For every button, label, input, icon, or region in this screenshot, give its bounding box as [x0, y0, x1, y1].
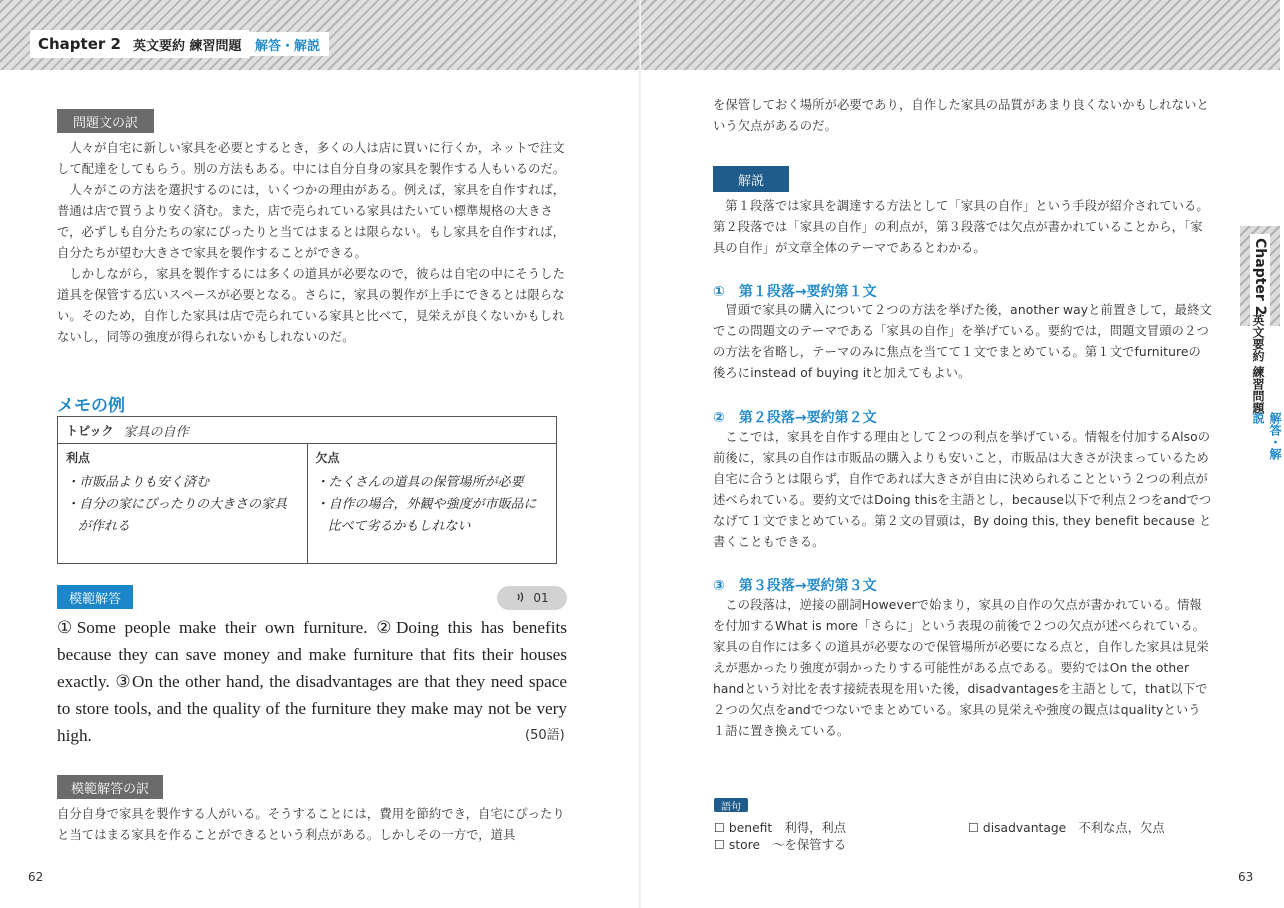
chapter-title: 英文要約 練習問題: [132, 38, 242, 54]
section-1-body: 冒頭で家具の購入について２つの方法を挙げた後，another wayと前置きして，最終文でこの問題文のテーマである「家具の自作」を挙げている。要約では，問題文冒頭の２つの方法を省略し，テーマのみに焦点を当てて１文でまとめている。第１文でfurnitureの後ろにinstead of buying itと加えてもよい。: [713, 303, 1212, 380]
memo-pro-item: ・自分の家にぴったりの大きさの家具が作れる: [66, 497, 288, 534]
section-3-body: この段落は，逆接の副詞Howeverで始まり，家具の自作の欠点が書かれている。情報を付加するWhat is more「さらに」という表現の前後で２つの欠点が述べられている。家具の自作には多くの道具が必要なので保管場所が必要になる点と，自作した家具は見栄えが悪かったり強度が弱かったりする可能性がある点である。要約ではOn the other handという対比を表す接続表現を用いた後，disadvantagesを主語として，that以下で２つの欠点をandでつないでまとめている。家具の見栄えや強度の観点はqualityという１語に置き換えている。: [713, 598, 1209, 738]
translation-text: [57, 138, 567, 348]
memo-topic-label: トピック: [66, 423, 114, 438]
side-tab-sub: 解答・解説: [1251, 412, 1282, 460]
word-count: (50語): [525, 728, 565, 743]
chapter-label: Chapter 2: [38, 35, 121, 53]
section-3-body-block: [713, 595, 1213, 742]
translation-label: 問題文の訳: [57, 109, 154, 133]
section-2-body-block: [713, 427, 1213, 553]
answer-tag: 解答・解説: [246, 32, 329, 56]
section-2-body: ここでは，家具を自作する理由として２つの利点を挙げている。情報を付加するAlsoの前後に，家具の自作は市販品の購入よりも安いこと，市販品は大きさが決まっているため自宅に合うとは限らず，自作であれば大きさが自由に決められることという２つの利点が述べられている。要約文ではDoing thisを主語とし，because以下で利点２つをandでつなげて１文でまとめている。第２文の冒頭は，By doing this, they benefit because と書くこともできる。: [713, 430, 1212, 549]
memo-heading: メモの例: [57, 396, 125, 416]
side-tab-chapter: Chapter 2: [1250, 234, 1270, 326]
memo-cons-column: [307, 444, 557, 564]
model-translation-text: 自分自身で家具を製作する人がいる。そうすることには，費用を節約でき，自宅にぴったりと当てはまる家具を作ることができるという利点がある。しかしその一方で，道具: [57, 807, 565, 842]
section-1-heading: ① 第１段落→要約第１文: [713, 284, 877, 300]
memo-pros-label: 利点: [66, 451, 91, 465]
section-2-heading: ② 第２段落→要約第２文: [713, 410, 877, 426]
continuation-block: [713, 95, 1213, 137]
audio-wave-icon: [515, 591, 529, 606]
chapter-side-tab: [1240, 226, 1280, 464]
vocab-item: ☐ disadvantage 不利な点，欠点: [968, 821, 1165, 835]
memo-con-item: ・自作の場合，外観や強度が市販品に比べて劣るかもしれない: [315, 497, 537, 534]
left-page: [0, 0, 640, 908]
model-answer-text: ①Some people make their own furniture. ②Doing this has benefits because they can save money and make furniture that fits their houses exactly. ③On the other hand, the disadvantages are that they need space to store tools, and the quality of the furniture they make may not be very high.: [57, 618, 567, 745]
memo-cons-label: 欠点: [315, 451, 340, 465]
memo-columns: [58, 444, 556, 564]
commentary-intro: 第１段落では家具を調達する方法として「家具の自作」という手段が紹介されている。第２段落では「家具の自作」の利点が，第３段落では欠点が書かれていることから，「家具の自作」が文章全体のテーマであるとわかる。: [713, 199, 1209, 255]
page-number-left: 62: [28, 870, 44, 884]
section-3-heading: ③ 第３段落→要約第３文: [713, 578, 877, 594]
vocab-label: 語句: [714, 798, 748, 812]
vocab-item: ☐ benefit 利得，利点: [714, 821, 847, 835]
section-1-body-block: [713, 300, 1213, 384]
memo-pro-item: ・市販品よりも安く済む: [66, 475, 210, 490]
right-page: [640, 0, 1280, 908]
memo-topic-value: 家具の自作: [123, 424, 189, 440]
memo-topic-row: [58, 417, 556, 444]
commentary-intro-block: [713, 196, 1213, 259]
model-translation-block: [57, 804, 567, 846]
model-answer-label: 模範解答: [57, 585, 133, 609]
continuation-text: を保管しておく場所が必要であり，自作した家具の品質があまり良くないかもしれないという欠点があるのだ。: [713, 98, 1209, 133]
translation-paragraph-3: しかしながら，家具を製作するには多くの道具が必要なので，彼らは自宅の中にそうした道具を保管する広いスペースが必要となる。さらに，家具の製作が上手にできるとは限らない。そのため，自作した家具は店で売られている家具と比べて，見栄えが良くないかもしれないし，同等の強度が得られないかもしれないのだ。: [57, 267, 565, 344]
translation-paragraph-1: 人々が自宅に新しい家具を必要とするとき，多くの人は店に買いに行くか，ネットで注文して配達をしてもらう。別の方法もある。中には自分自身の家具を製作する人もいるのだ。: [57, 141, 566, 176]
side-tab-title: 英文要約 練習問題: [1251, 314, 1265, 415]
model-translation-label: 模範解答の訳: [57, 775, 163, 799]
vocab-item: ☐ store ～を保管する: [714, 838, 847, 852]
memo-pros-column: [58, 444, 307, 564]
memo-table: [57, 416, 557, 564]
memo-con-item: ・たくさんの道具の保管場所が必要: [315, 475, 524, 490]
audio-track-badge[interactable]: [497, 586, 567, 610]
audio-track-number: 01: [533, 591, 549, 605]
side-tab-hatched: [1240, 226, 1280, 326]
translation-paragraph-2: 人々がこの方法を選択するのには，いくつかの理由がある。例えば，家具を自作すれば，普通は店で買うより安く済む。また，店で売られている家具はたいてい標準規格の大きさで，必ずしも自分たちの家にぴったりと当てはまるとは限らない。もし家具を自作すれば，自分たちが望む大きさで家具を製作することができる。: [57, 183, 566, 260]
commentary-label: 解説: [713, 166, 789, 192]
page-number-right: 63: [1238, 870, 1254, 884]
